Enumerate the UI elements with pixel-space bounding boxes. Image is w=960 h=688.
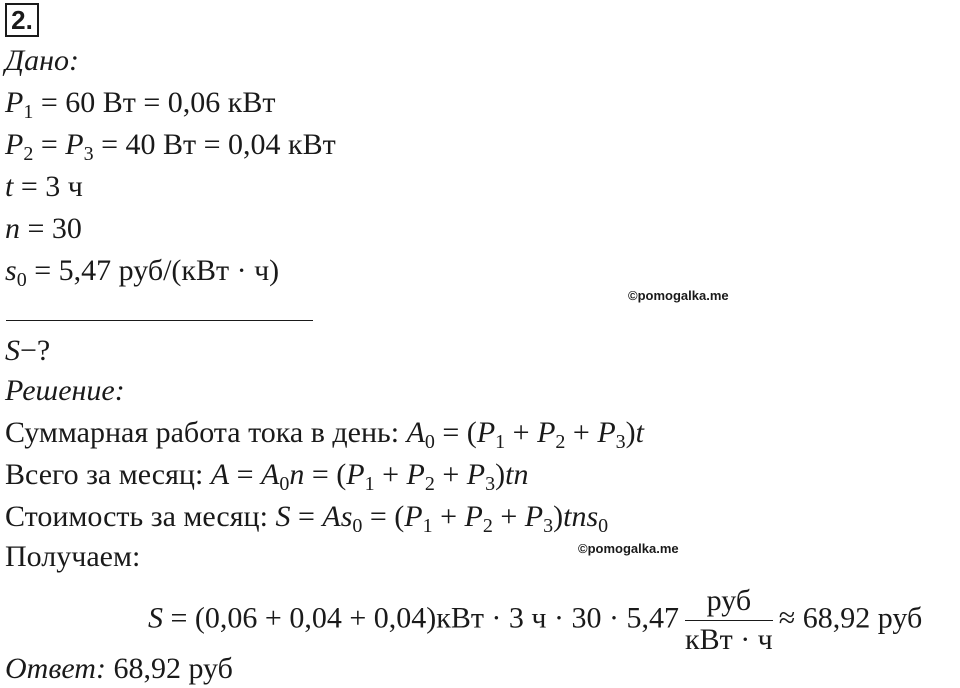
given-p2-p3: $P_2 = P_3 = 40$ Вт = 0,04 кВт	[5, 128, 336, 165]
step-1-label: Суммарная работа тока в день:	[5, 416, 407, 449]
step-1: Суммарная работа тока в день: $A_0 = (P_1 + P_2 + P_3)t$	[5, 416, 644, 453]
step-3: Стоимость за месяц: $S = As_0 = (P_1 + P_2 + P_3)tns_0$	[5, 500, 609, 537]
watermark-bottom: ©pomogalka.me	[578, 541, 679, 556]
find-line: S−?	[5, 334, 51, 367]
fraction-denominator: кВт · ч	[685, 623, 773, 656]
answer-line	[5, 652, 233, 686]
given-heading: Дано:	[5, 44, 79, 77]
final-formula: S = (0,06 + 0,04 + 0,04)кВт · 3 ч · 30 · 5,47 $\frac{\text{руб}}{\text{кВт · ч}}$ ≈ 68,92 руб	[148, 584, 923, 656]
final-result: ≈ 68,92 руб	[778, 601, 923, 635]
given-p2-value: 40 Вт = 0,04 кВт	[125, 128, 336, 161]
step-3-label: Стоимость за месяц:	[5, 500, 276, 533]
solution-heading: Решение:	[5, 374, 125, 407]
given-t-value: 3 ч	[45, 170, 83, 203]
given-p1: $P_1 = 60$ Вт = 0,06 кВт	[5, 86, 276, 123]
answer-label: Ответ:	[5, 652, 106, 685]
step-4: Получаем:	[5, 540, 141, 573]
given-n-value: 30	[51, 212, 82, 245]
given-n: n = 30	[5, 212, 82, 245]
given-divider	[6, 320, 313, 321]
unit-fraction	[685, 586, 773, 655]
given-p1-value: 60 Вт = 0,06 кВт	[65, 86, 276, 119]
watermark-top: ©pomogalka.me	[628, 288, 729, 303]
find-suffix: −?	[20, 334, 51, 367]
final-expression: = (0,06 + 0,04 + 0,04)кВт · 3 ч · 30 · 5,47	[170, 601, 679, 635]
given-s0: $s_0 = 5,47$ руб/(кВт · ч)	[5, 254, 280, 291]
answer-value: 68,92 руб	[113, 652, 233, 685]
problem-number: 2.	[5, 3, 39, 37]
step-2-label: Всего за месяц:	[5, 458, 211, 491]
step-2: Всего за месяц: $A = A_0n = (P_1 + P_2 + P_3)tn$	[5, 458, 529, 495]
fraction-numerator: руб	[685, 586, 773, 621]
given-t: t = 3 ч	[5, 170, 83, 203]
given-s0-value: 5,47 руб/(кВт · ч)	[58, 254, 280, 287]
